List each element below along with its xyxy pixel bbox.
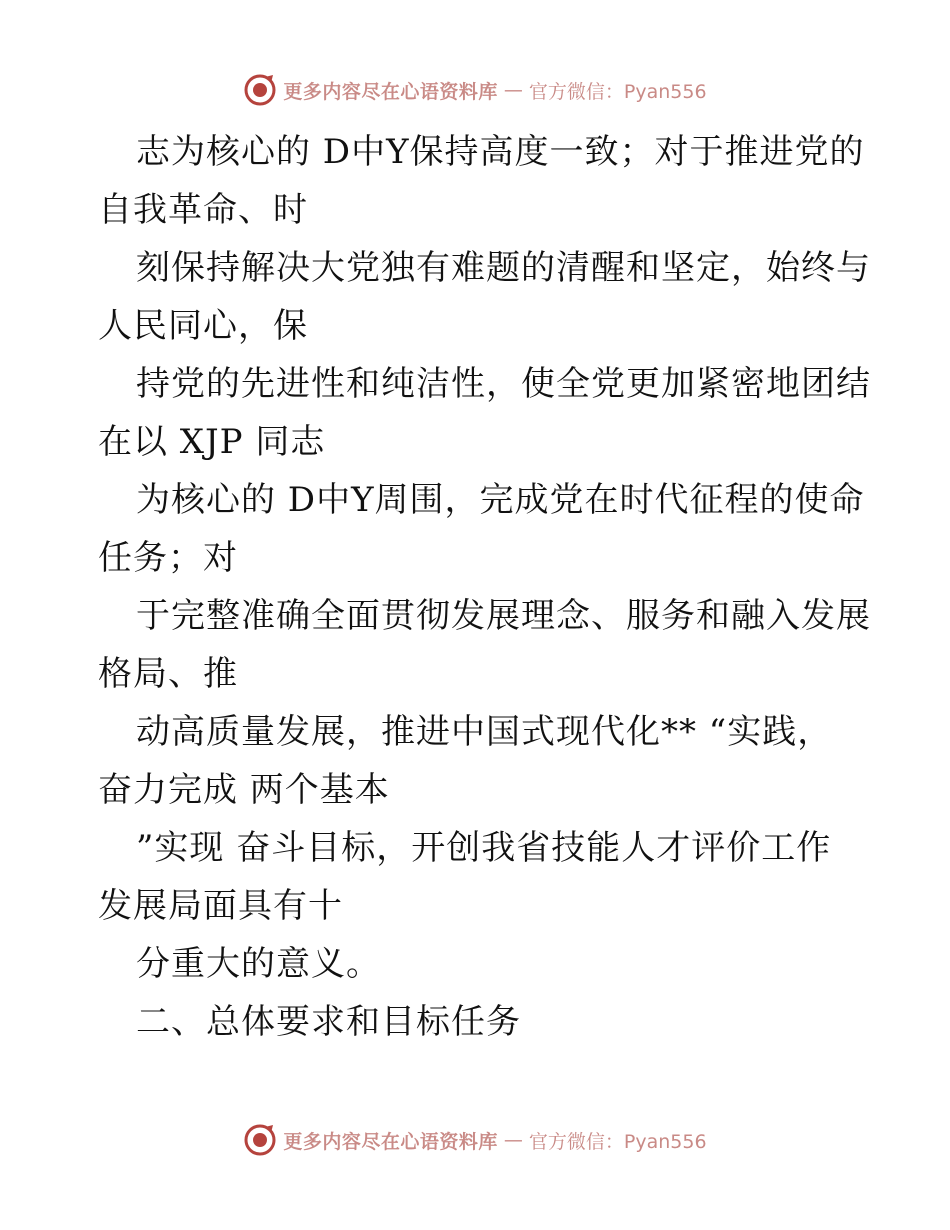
header-separator: — xyxy=(503,79,523,101)
section-heading: 二、总体要求和目标任务 xyxy=(136,1002,521,1042)
header-watermark xyxy=(0,72,950,108)
document-body xyxy=(98,123,871,1051)
body-line: 刻保持解决大党独有难题的清醒和坚定，始终与 xyxy=(136,248,871,288)
footer-brand-text: 更多内容尽在心语资料库 xyxy=(283,1130,498,1153)
body-line: 在以 XJP 同志 xyxy=(98,422,326,462)
body-line: 人民同心，保 xyxy=(98,306,308,346)
body-line: ”实现 奋斗目标，开创我省技能人才评价工作 xyxy=(136,828,832,868)
body-line: 发展局面具有十 xyxy=(98,886,343,926)
header-brand-text: 更多内容尽在心语资料库 xyxy=(283,80,498,103)
footer-wechat-text: 官方微信：Pyan556 xyxy=(528,1130,707,1153)
body-line: 志为核心的 D中Y保持高度一致；对于推进党的 xyxy=(136,132,865,172)
footer-watermark xyxy=(0,1122,950,1158)
header-wechat-text: 官方微信：Pyan556 xyxy=(528,80,707,103)
logo-icon xyxy=(243,1123,277,1157)
body-line: 格局、推 xyxy=(98,654,238,694)
body-line: 为核心的 D中Y周围，完成党在时代征程的使命 xyxy=(136,480,865,520)
body-line: 奋力完成 两个基本 xyxy=(98,770,390,810)
footer-separator: — xyxy=(503,1129,523,1151)
body-line: 持党的先进性和纯洁性，使全党更加紧密地团结 xyxy=(136,364,871,404)
body-line: 任务；对 xyxy=(98,538,238,578)
logo-icon xyxy=(243,73,277,107)
body-line: 分重大的意义。 xyxy=(136,944,381,984)
body-line: 于完整准确全面贯彻发展理念、服务和融入发展 xyxy=(136,596,871,636)
body-line: 动高质量发展，推进中国式现代化** “实践， xyxy=(136,712,833,752)
body-line: 自我革命、时 xyxy=(98,190,308,230)
